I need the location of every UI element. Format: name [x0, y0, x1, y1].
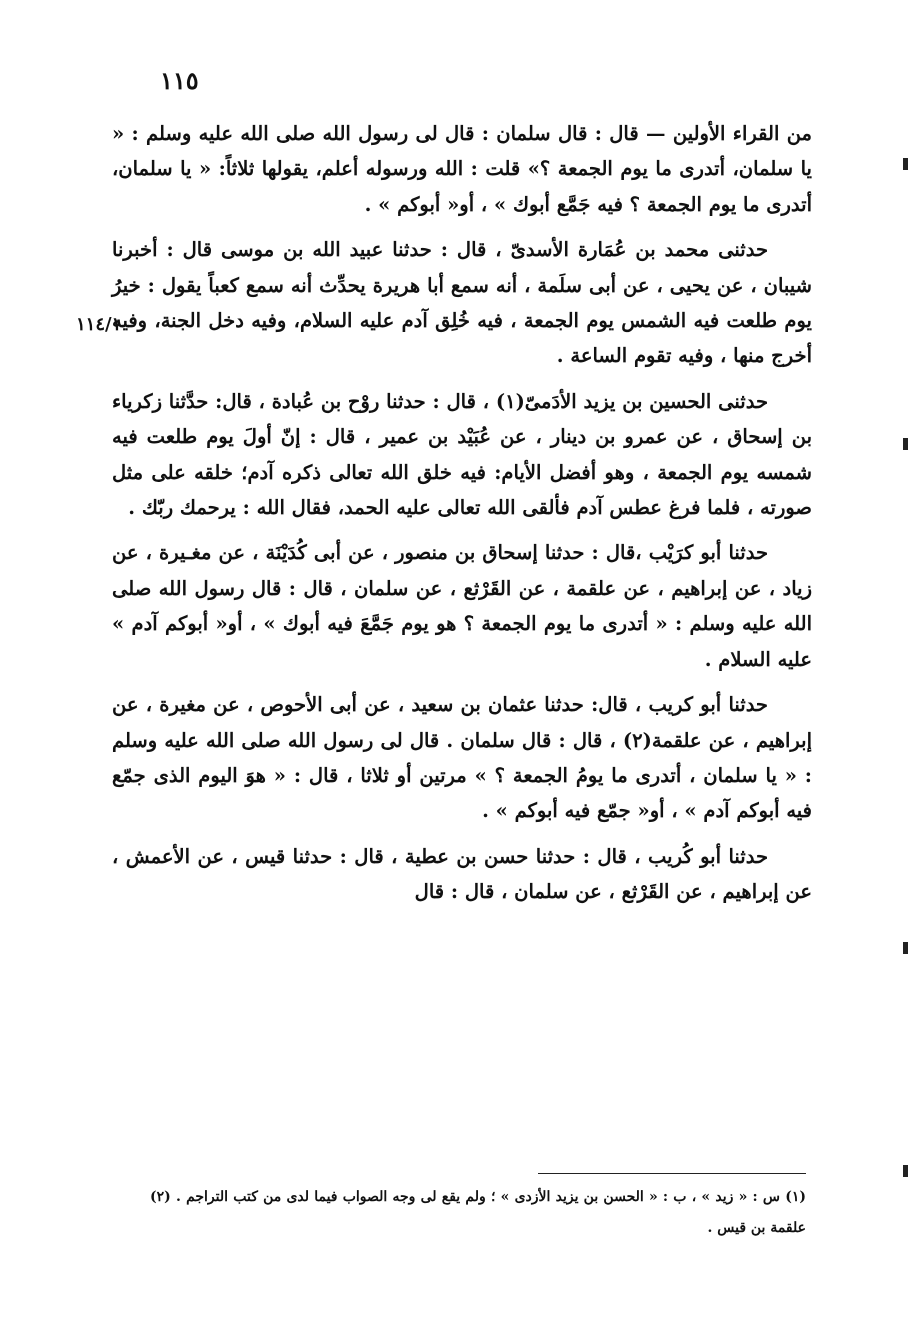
footnotes	[150, 1182, 806, 1244]
main-text	[112, 116, 812, 920]
paragraph: حدثنى محمد بن عُمَارة الأسدىّ ، قال : حدثنا عبيد الله بن موسى قال : أخبرنا شيبان ، عن يحيى ، عن أبى سلَمة ، أنه سمع أبا هريرة يحدِّث أنه سمع كعباً يقول : خيرُ يوم طلعت فيه الشمس يوم الجمعة ، فيه خُلِق آدم عليه السلام، وفيه دخل الجنة، وفيه أخرج منها ، وفيه تقوم الساعة .	[112, 238, 812, 368]
paragraph: حدثنا أبو كرَيْب ،قال : حدثنا إسحاق بن منصور ، عن أبى كُدَيْنَة ، عن مغـيرة ، عن زياد ، عن إبراهيم ، عن علقمة ، عن القَرْثع ، عن سلمان ، قال : قال رسول الله صلى الله عليه وسلم : « أتدرى ما يوم الجمعة ؟ هو يوم جَمَّعَ فيه أبوك » ، أو« أبوكم آدم » عليه السلام .	[112, 541, 812, 671]
footnote-divider	[538, 1173, 806, 1174]
page-number: ١١٥	[160, 66, 199, 95]
paragraph: حدثنا أبو كريب ، قال: حدثنا عثمان بن سعيد ، عن أبى الأحوص ، عن مغيرة ، عن إبراهيم ، عن علقمة(٢) ، قال : قال سلمان . قال لى رسول الله صلى الله عليه وسلم : « يا سلمان ، أتدرى ما يومُ الجمعة ؟ » مرتين أو ثلاثا ، قال : « هوَ اليوم الذى جمّع فيه أبوكم آدم » ، أو« جمّع فيه أبوكم » .	[112, 693, 813, 823]
paragraph: من القراء الأولين — قال : قال سلمان : قال لى رسول الله صلى الله عليه وسلم : « يا سلمان، أتدرى ما يوم الجمعة ؟» قلت : الله ورسوله أعلم، يقولها ثلاثاً: « يا سلمان، أتدرى ما يوم الجمعة ؟ فيه جَمَّع أبوك » ، أو« أبوكم » .	[112, 122, 812, 216]
margin-reference: ١١٤/١	[76, 314, 122, 335]
scan-edge-mark	[903, 158, 908, 170]
scan-edge-mark	[903, 438, 908, 450]
footnote: (١) س : « زيد » ، ب : « الحسن بن يزيد الأزدى » ؛ ولم يقع لى وجه الصواب فيما لدى من كتب التراجم . (٢) علقمة بن قيس .	[150, 1189, 806, 1236]
paragraph: حدثنا أبو كُريب ، قال : حدثنا حسن بن عطية ، قال : حدثنا قيس ، عن الأعمش ، عن إبراهيم ، عن القَرْثع ، عن سلمان ، قال : قال	[112, 844, 812, 904]
scan-edge-mark	[903, 1165, 908, 1177]
paragraph: حدثنى الحسين بن يزيد الأدَمىّ(١) ، قال : حدثنا روْح بن عُبادة ، قال: حدَّثنا زكرياء بن إسحاق ، عن عمرو بن دينار ، عن عُبَيْد بن عمير ، قال : إنّ أولَ يوم طلعت فيه شمسه يوم الجمعة ، وهو أفضل الأيام: فيه خلق الله تعالى ذكره آدم؛ خلقه على مثل صورته ، فلما فرغ عطس آدم فألقى الله تعالى عليه الحمد، فقال الله : يرحمك ربّك .	[112, 389, 812, 520]
scan-edge-mark	[903, 942, 908, 954]
